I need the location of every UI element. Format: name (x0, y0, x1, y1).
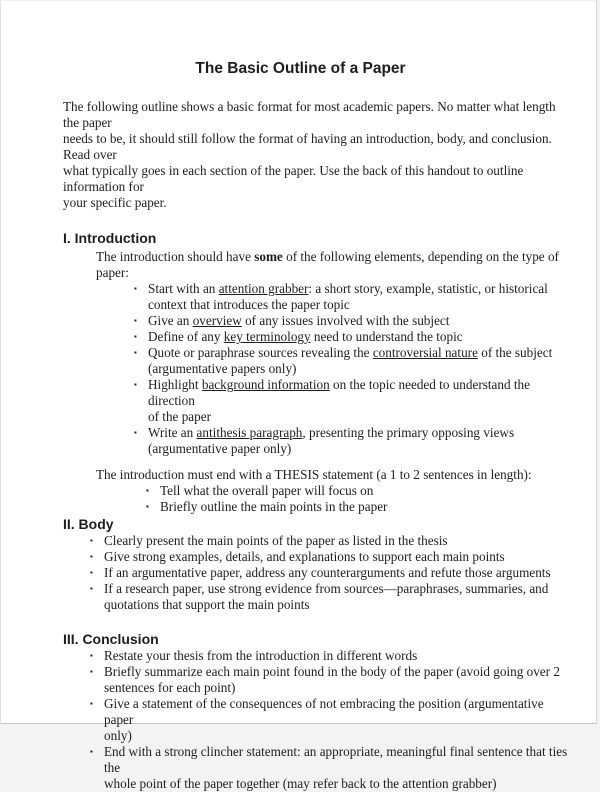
section-body-heading: II. Body (63, 516, 114, 532)
bullet-text: Give an overview of any issues involved with the subject (148, 313, 450, 328)
bullet-icon: ▪ (90, 568, 93, 577)
bullet-icon: ▪ (90, 699, 93, 708)
bullet-icon: ▪ (134, 316, 137, 325)
bullet-text: Give strong examples, details, and explanations to support each main points (104, 549, 505, 564)
bullet-item (90, 744, 568, 792)
bullet-item (134, 425, 568, 457)
bullet-text: Briefly outline the main points in the paper (160, 499, 388, 514)
thesis-bullet-list (63, 483, 568, 515)
section-body (63, 516, 551, 613)
bullet-text: Give a statement of the consequences of not embracing the position (argumentative paper only) (104, 696, 544, 743)
bullet-item (90, 648, 568, 664)
bullet-item (90, 581, 568, 613)
thesis-lead: The introduction must end with a THESIS statement (a 1 to 2 sentences in length): (96, 467, 532, 482)
bullet-icon: ▪ (146, 502, 149, 511)
document-title: The Basic Outline of a Paper (195, 60, 406, 77)
intro-paragraph: The following outline shows a basic format for most academic papers. No matter what length the paper needs to be, it should still follow the format of having an introduction, body, and conclusion. Read over what typically goes in each section of the paper. Use the back of this handout to outline information for your specific paper. (63, 99, 556, 210)
bullet-text: Tell what the overall paper will focus on (160, 483, 374, 498)
bullet-icon: ▪ (90, 536, 93, 545)
bullet-icon: ▪ (134, 428, 137, 437)
bullet-icon: ▪ (90, 667, 93, 676)
body-bullet-list (63, 533, 568, 613)
bullet-text: Highlight background information on the topic needed to understand the direction of the paper (148, 377, 530, 424)
bullet-icon: ▪ (146, 486, 149, 495)
bullet-item (146, 483, 568, 499)
conclusion-bullet-list (63, 648, 568, 792)
bullet-item (134, 377, 568, 425)
bullet-text: Start with an attention grabber: a short story, example, statistic, or historical context that introduces the paper topic (148, 281, 548, 312)
page-content (1, 1, 596, 792)
bullet-icon: ▪ (134, 380, 137, 389)
bullet-item (90, 533, 568, 549)
bullet-text: Briefly summarize each main point found in the body of the paper (avoid going over 2 sentences for each point) (104, 664, 560, 695)
introduction-bullet-list (63, 281, 568, 457)
bullet-icon: ▪ (134, 348, 137, 357)
bullet-text: Define of any key terminology need to understand the topic (148, 329, 463, 344)
bullet-item (90, 565, 568, 581)
bullet-text: If an argumentative paper, address any counterarguments and refute those arguments (104, 565, 551, 580)
section-introduction-lead: The introduction should have some of the following elements, depending on the type of paper: (96, 249, 559, 280)
bullet-item (134, 281, 568, 313)
bullet-item (146, 499, 568, 515)
bullet-text: End with a strong clincher statement: an appropriate, meaningful final sentence that ties the whole point of the paper together (may refer back to the attention grabber) (104, 744, 568, 791)
bullet-item (134, 345, 568, 377)
bullet-item (134, 313, 568, 329)
bullet-text: Write an antithesis paragraph, presenting the primary opposing views (argumentative paper only) (148, 425, 515, 456)
bullet-text: Restate your thesis from the introduction in different words (104, 648, 418, 663)
bullet-text: Quote or paraphrase sources revealing the controversial nature of the subject (argumentative papers only) (148, 345, 553, 376)
bullet-item (90, 549, 568, 565)
section-conclusion (63, 631, 568, 792)
bullet-item (90, 664, 568, 696)
bullet-icon: ▪ (134, 284, 137, 293)
bullet-text: If a research paper, use strong evidence from sources—paraphrases, summaries, and quotations that support the main points (104, 581, 549, 612)
bullet-text: Clearly present the main points of the paper as listed in the thesis (104, 533, 448, 548)
section-conclusion-heading: III. Conclusion (63, 631, 159, 647)
section-introduction-heading: I. Introduction (63, 230, 157, 246)
bullet-icon: ▪ (90, 584, 93, 593)
bullet-item (90, 696, 568, 744)
bullet-item (134, 329, 568, 345)
section-introduction (63, 230, 559, 515)
bullet-icon: ▪ (90, 747, 93, 756)
bullet-icon: ▪ (90, 651, 93, 660)
bullet-icon: ▪ (90, 552, 93, 561)
bullet-icon: ▪ (134, 332, 137, 341)
